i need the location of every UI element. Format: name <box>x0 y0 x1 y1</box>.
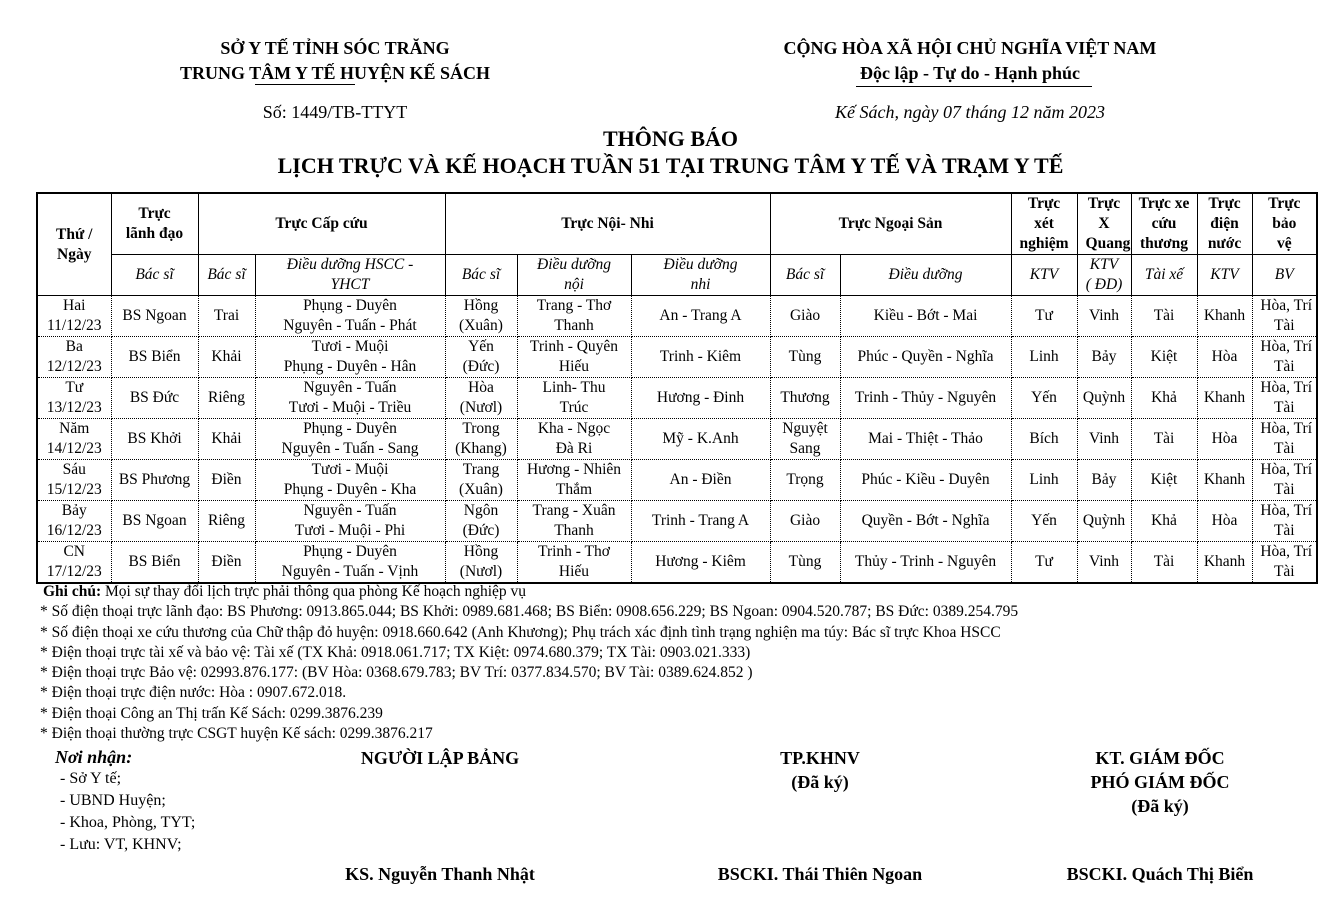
cell-ped-nurse: An - Trang A <box>631 296 770 337</box>
cell-sur-nurse: Trinh - Thủy - Nguyên <box>840 378 1011 419</box>
cell-er-nurse <box>255 460 445 501</box>
day-date: 16/12/23 <box>46 522 102 539</box>
cell-er-doctor: Khải <box>198 419 255 460</box>
khnv-signed: (Đã ký) <box>791 772 849 792</box>
day-date: 15/12/23 <box>46 481 102 498</box>
int-doctor-line: (Xuân) <box>459 317 503 334</box>
day-date: 17/12/23 <box>46 563 102 580</box>
day-name: Tư <box>65 379 84 396</box>
cell-int-doctor <box>445 542 517 584</box>
recipients <box>55 746 195 856</box>
subheader-sur-nurse: Điều dưỡng <box>840 255 1011 296</box>
security-line: Hòa, Trí <box>1260 461 1313 478</box>
int-nurse-line: Thanh <box>554 522 594 539</box>
cell-leader: BS Phương <box>111 460 198 501</box>
cell-er-nurse <box>255 542 445 584</box>
cell-sur-doctor: Tùng <box>770 542 840 584</box>
cell-electric: Khanh <box>1197 378 1252 419</box>
int-doctor-line: (Đức) <box>462 522 500 539</box>
int-nurse-line: Thanh <box>554 317 594 334</box>
header-day: Thứ / Ngày <box>37 193 111 296</box>
cell-ambulance: Tài <box>1131 296 1197 337</box>
cell-sur-doctor: Trọng <box>770 460 840 501</box>
recipients-heading: Nơi nhận: <box>55 747 133 767</box>
cell-lab: Tư <box>1011 542 1077 584</box>
cell-er-nurse <box>255 296 445 337</box>
security-line: Tài <box>1273 440 1295 457</box>
int-doctor-line: (Đức) <box>462 358 500 375</box>
cell-xray: Bảy <box>1077 460 1131 501</box>
cell-ped-nurse: Trinh - Kiêm <box>631 337 770 378</box>
cell-electric: Hòa <box>1197 501 1252 542</box>
cell-lab: Bích <box>1011 419 1077 460</box>
cell-leader: BS Biển <box>111 542 198 584</box>
int-doctor-line: Trong <box>462 420 500 437</box>
security-line: Tài <box>1273 481 1295 498</box>
day-name: CN <box>63 543 86 560</box>
header-ambulance: Trực xe cứu thương <box>1131 193 1197 255</box>
cell-sur-nurse: Phúc - Kiều - Duyên <box>840 460 1011 501</box>
header-security: Trực bảo vệ <box>1252 193 1317 255</box>
subheader-leader-doctor: Bác sĩ <box>111 255 198 296</box>
day-name: Bảy <box>61 502 87 519</box>
int-doctor-line: Trang <box>462 461 500 478</box>
cell-electric: Khanh <box>1197 460 1252 501</box>
day-date: 12/12/23 <box>46 358 102 375</box>
subheader-ambulance: Tài xế <box>1131 255 1197 296</box>
cell-er-doctor: Điền <box>198 460 255 501</box>
cell-xray: Vinh <box>1077 419 1131 460</box>
header-leader: Trực lãnh đạo <box>111 193 198 255</box>
cell-electric: Khanh <box>1197 542 1252 584</box>
cell-leader: BS Ngoan <box>111 296 198 337</box>
subheader-ped-nurse: Điều dưỡng nhi <box>631 255 770 296</box>
cell-security <box>1252 337 1317 378</box>
doc-subtitle: LỊCH TRỰC VÀ KẾ HOẠCH TUẦN 51 TẠI TRUNG TÂM Y TẾ VÀ TRẠM Y TẾ <box>277 153 1064 178</box>
int-doctor-line: (Xuân) <box>459 481 503 498</box>
cell-ped-nurse: Hương - Kiêm <box>631 542 770 584</box>
cell-ambulance: Khả <box>1131 378 1197 419</box>
national-motto: Độc lập - Tự do - Hạnh phúc <box>859 63 1081 83</box>
cell-int-doctor <box>445 501 517 542</box>
cell-er-doctor: Điền <box>198 542 255 584</box>
cell-er-nurse <box>255 419 445 460</box>
cell-electric: Hòa <box>1197 337 1252 378</box>
subheader-int-doctor: Bác sĩ <box>445 255 517 296</box>
subheader-security: BV <box>1252 255 1317 296</box>
table-row <box>37 460 1317 501</box>
security-line: Tài <box>1273 522 1295 539</box>
cell-er-doctor: Riêng <box>198 378 255 419</box>
int-doctor-line: (Khang) <box>455 440 507 457</box>
cell-ambulance: Tài <box>1131 419 1197 460</box>
cell-electric: Hòa <box>1197 419 1252 460</box>
er-nurse-line: Nguyên - Tuấn - Vịnh <box>281 563 419 580</box>
cell-ped-nurse: Hương - Đinh <box>631 378 770 419</box>
int-doctor-line: Hồng <box>463 297 499 314</box>
cell-electric: Khanh <box>1197 296 1252 337</box>
cell-xray: Quỳnh <box>1077 378 1131 419</box>
cell-int-doctor <box>445 337 517 378</box>
cell-er-doctor: Trai <box>198 296 255 337</box>
director-signature-block <box>1010 746 1310 818</box>
note-line: * Điện thoại trực Bảo vệ: 02993.876.177: (BV Hòa: 0368.679.783; BV Trí: 0377.834.570; BV Tài: 0389.624.852 ) <box>40 664 753 682</box>
subheader-int-nurse: Điều dưỡng nội <box>517 255 631 296</box>
er-nurse-line: Phụng - Duyên <box>303 420 397 437</box>
director-name: BSCKI. Quách Thị Biển <box>1066 864 1254 884</box>
er-nurse-line: Nguyên - Tuấn - Phát <box>283 317 417 334</box>
security-line: Hòa, Trí <box>1260 338 1313 355</box>
er-nurse-line: Tươi - Muội - Triều <box>288 399 412 416</box>
cell-er-nurse <box>255 337 445 378</box>
cell-xray: Vinh <box>1077 296 1131 337</box>
header-internal-pediatric: Trực Nội- Nhi <box>445 193 770 255</box>
cell-int-doctor <box>445 460 517 501</box>
security-line: Hòa, Trí <box>1260 543 1313 560</box>
schedule-body <box>37 296 1317 584</box>
cell-ambulance: Kiệt <box>1131 460 1197 501</box>
cell-sur-nurse: Mai - Thiệt - Thảo <box>840 419 1011 460</box>
int-nurse-line: Trinh - Thơ <box>538 543 610 560</box>
recipient-item: - Lưu: VT, KHNV; <box>60 836 182 853</box>
recipient-item: - UBND Huyện; <box>60 792 166 809</box>
er-nurse-line: Nguyên - Tuấn - Sang <box>281 440 419 457</box>
director-signed: (Đã ký) <box>1131 796 1189 816</box>
cell-day <box>37 296 111 337</box>
int-nurse-line: Trang - Xuân <box>532 502 616 519</box>
cell-er-nurse <box>255 378 445 419</box>
cell-int-nurse <box>517 378 631 419</box>
note-line: * Điện thoại trực điện nước: Hòa : 0907.672.018. <box>40 684 347 702</box>
doc-title: THÔNG BÁO <box>602 126 739 151</box>
int-nurse-line: Thắm <box>555 481 593 498</box>
cell-sur-nurse: Quyền - Bớt - Nghĩa <box>840 501 1011 542</box>
int-nurse-line: Linh- Thu <box>542 379 606 396</box>
security-line: Hòa, Trí <box>1260 420 1313 437</box>
subheader-lab: KTV <box>1011 255 1077 296</box>
er-nurse-line: Nguyên - Tuấn <box>303 502 397 519</box>
header-lab: Trực xét nghiệm <box>1011 193 1077 255</box>
int-nurse-line: Hương - Nhiên <box>526 461 622 478</box>
khnv-name: BSCKI. Thái Thiên Ngoan <box>717 864 923 884</box>
cell-ambulance: Kiệt <box>1131 337 1197 378</box>
note-line: * Số điện thoại xe cứu thương của Chữ thập đỏ huyện: 0918.660.642 (Anh Khương); Phụ trách xác định tình trạng nghiện ma túy: Bác sĩ trực Khoa HSCC <box>40 623 1001 641</box>
cell-sur-doctor: Thương <box>770 378 840 419</box>
cell-ped-nurse: Mỹ - K.Anh <box>631 419 770 460</box>
int-nurse-line: Trúc <box>559 399 589 416</box>
int-doctor-line: Hồng <box>463 543 499 560</box>
cell-int-nurse <box>517 337 631 378</box>
header-electric-water: Trực điện nước <box>1197 193 1252 255</box>
agency-header <box>120 36 550 86</box>
cell-ped-nurse: An - Điền <box>631 460 770 501</box>
er-nurse-line: Tươi - Muội - Phi <box>294 522 406 539</box>
day-date: 11/12/23 <box>46 317 102 334</box>
place-date: Kế Sách, ngày 07 tháng 12 năm 2023 <box>835 102 1105 122</box>
cell-er-doctor: Khải <box>198 337 255 378</box>
preparer-name: KS. Nguyễn Thanh Nhật <box>345 864 535 884</box>
director-line1: KT. GIÁM ĐỐC <box>1095 748 1225 768</box>
er-nurse-line: Tươi - Muội <box>311 461 389 478</box>
cell-leader: BS Đức <box>111 378 198 419</box>
cell-day <box>37 337 111 378</box>
note-line: * Điện thoại Công an Thị trấn Kế Sách: 0299.3876.239 <box>40 704 383 722</box>
cell-ambulance: Khả <box>1131 501 1197 542</box>
er-nurse-line: Phụng - Duyên <box>303 297 397 314</box>
header-underline-left <box>255 84 355 85</box>
cell-security <box>1252 460 1317 501</box>
cell-leader: BS Khởi <box>111 419 198 460</box>
cell-xray: Quỳnh <box>1077 501 1131 542</box>
agency-parent: SỞ Y TẾ TỈNH SÓC TRĂNG <box>220 38 450 58</box>
cell-lab: Linh <box>1011 460 1077 501</box>
day-name: Sáu <box>62 461 86 478</box>
cell-int-nurse <box>517 501 631 542</box>
security-line: Tài <box>1273 317 1295 334</box>
cell-sur-doctor: Nguyệt Sang <box>770 419 840 460</box>
notes-section <box>40 582 1320 744</box>
cell-int-nurse <box>517 460 631 501</box>
subheader-electric: KTV <box>1197 255 1252 296</box>
cell-security <box>1252 296 1317 337</box>
cell-sur-doctor: Giào <box>770 501 840 542</box>
cell-day <box>37 378 111 419</box>
cell-ambulance: Tài <box>1131 542 1197 584</box>
subheader-er-doctor: Bác sĩ <box>198 255 255 296</box>
recipient-item: - Khoa, Phòng, TYT; <box>60 814 196 831</box>
security-line: Tài <box>1273 563 1295 580</box>
int-doctor-line: (Nươl) <box>459 399 503 416</box>
note-line: * Điện thoại thường trực CSGT huyện Kế sách: 0299.3876.217 <box>40 725 433 743</box>
cell-leader: BS Ngoan <box>111 501 198 542</box>
int-nurse-line: Hiếu <box>558 563 590 580</box>
int-doctor-line: Ngôn <box>463 502 499 519</box>
cell-security <box>1252 378 1317 419</box>
khnv-signature-block <box>670 746 970 794</box>
int-doctor-line: Hòa <box>468 379 494 396</box>
cell-int-nurse <box>517 296 631 337</box>
table-row <box>37 378 1317 419</box>
er-nurse-line: Tươi - Muội <box>311 338 389 355</box>
day-date: 14/12/23 <box>46 440 102 457</box>
cell-day <box>37 542 111 584</box>
cell-lab: Linh <box>1011 337 1077 378</box>
er-nurse-line: Nguyên - Tuấn <box>303 379 397 396</box>
cell-lab: Yến <box>1011 378 1077 419</box>
cell-int-doctor <box>445 296 517 337</box>
security-line: Tài <box>1273 358 1295 375</box>
table-row <box>37 296 1317 337</box>
header-underline-right <box>856 86 1092 87</box>
int-nurse-line: Trang - Thơ <box>536 297 612 314</box>
int-doctor-line: Yến <box>468 338 494 355</box>
header-xray: Trực X Quang <box>1077 193 1131 255</box>
table-row <box>37 501 1317 542</box>
day-name: Ba <box>65 338 83 355</box>
cell-day <box>37 460 111 501</box>
cell-sur-nurse: Phúc - Quyền - Nghĩa <box>840 337 1011 378</box>
duty-schedule-table <box>36 192 1318 584</box>
agency-name: TRUNG TÂM Y TẾ HUYỆN KẾ SÁCH <box>179 63 491 83</box>
er-nurse-line: Phụng - Duyên - Kha <box>283 481 417 498</box>
cell-er-nurse <box>255 501 445 542</box>
int-nurse-line: Trinh - Quyên <box>529 338 619 355</box>
cell-sur-nurse: Thủy - Trinh - Nguyên <box>840 542 1011 584</box>
note-main <box>40 582 1320 602</box>
cell-sur-nurse: Kiều - Bớt - Mai <box>840 296 1011 337</box>
subheader-er-nurse: Điều dưỡng HSCC - YHCT <box>255 255 445 296</box>
security-line: Tài <box>1273 399 1295 416</box>
national-header <box>745 36 1195 86</box>
cell-sur-doctor: Tùng <box>770 337 840 378</box>
note-line: * Số điện thoại trực lãnh đạo: BS Phương: 0913.865.044; BS Khởi: 0989.681.468; BS Biển: 0908.656.229; BS Ngoan: 0904.520.787; BS Đức: 0389.254.795 <box>40 603 1019 621</box>
cell-int-nurse <box>517 419 631 460</box>
int-nurse-line: Đà Ri <box>555 440 593 457</box>
cell-leader: BS Biển <box>111 337 198 378</box>
day-name: Năm <box>59 420 90 437</box>
er-nurse-line: Phụng - Duyên <box>303 543 397 560</box>
cell-int-nurse <box>517 542 631 584</box>
national-name: CỘNG HÒA XÃ HỘI CHỦ NGHĨA VIỆT NAM <box>783 38 1157 58</box>
cell-security <box>1252 419 1317 460</box>
cell-ped-nurse: Trinh - Trang A <box>631 501 770 542</box>
cell-xray: Bảy <box>1077 337 1131 378</box>
security-line: Hòa, Trí <box>1260 502 1313 519</box>
khnv-title: TP.KHNV <box>780 748 860 768</box>
cell-day <box>37 501 111 542</box>
note-line: * Điện thoại trực tài xế và bảo vệ: Tài xế (TX Khả: 0918.061.717; TX Kiệt: 0974.680.379; TX Tài: 0903.021.333) <box>40 643 751 661</box>
subheader-xray: KTV ( ĐD) <box>1077 255 1131 296</box>
security-line: Hòa, Trí <box>1260 297 1313 314</box>
day-name: Hai <box>63 297 86 314</box>
table-row <box>37 419 1317 460</box>
note-label: Ghi chú: <box>43 583 102 600</box>
cell-lab: Tư <box>1011 296 1077 337</box>
cell-sur-doctor: Giào <box>770 296 840 337</box>
int-nurse-line: Hiếu <box>558 358 590 375</box>
header-emergency: Trực Cấp cứu <box>198 193 445 255</box>
cell-day <box>37 419 111 460</box>
cell-security <box>1252 542 1317 584</box>
int-doctor-line: (Nươl) <box>459 563 503 580</box>
cell-security <box>1252 501 1317 542</box>
subheader-sur-doctor: Bác sĩ <box>770 255 840 296</box>
preparer-signature-title: NGƯỜI LẬP BẢNG <box>360 748 520 768</box>
table-row <box>37 337 1317 378</box>
header-surgery-obstetric: Trực Ngoại Sản <box>770 193 1011 255</box>
cell-er-doctor: Riêng <box>198 501 255 542</box>
er-nurse-line: Phụng - Duyên - Hân <box>283 358 417 375</box>
int-nurse-line: Kha - Ngọc <box>537 420 611 437</box>
cell-int-doctor <box>445 419 517 460</box>
cell-lab: Yến <box>1011 501 1077 542</box>
recipient-item: - Sở Y tế; <box>60 770 122 787</box>
security-line: Hòa, Trí <box>1260 379 1313 396</box>
director-line2: PHÓ GIÁM ĐỐC <box>1090 772 1230 792</box>
day-date: 13/12/23 <box>46 399 102 416</box>
table-row <box>37 542 1317 584</box>
note-main-text: Mọi sự thay đổi lịch trực phải thông qua phòng Kế hoạch nghiệp vụ <box>101 583 527 600</box>
cell-int-doctor <box>445 378 517 419</box>
doc-number: Số: 1449/TB-TTYT <box>262 102 408 122</box>
cell-xray: Vinh <box>1077 542 1131 584</box>
